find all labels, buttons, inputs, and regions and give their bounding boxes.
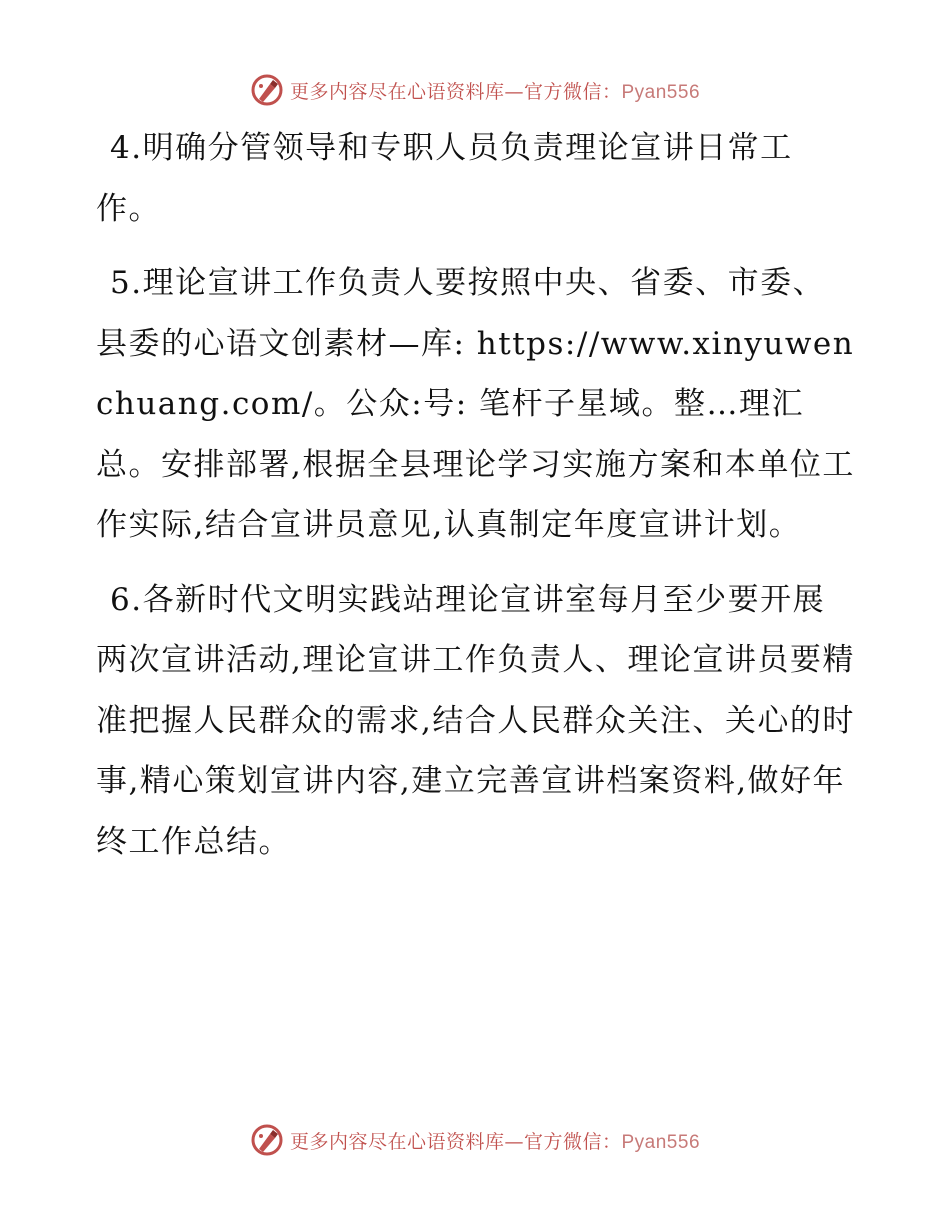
paragraph-4: 4.明确分管领导和专职人员负责理论宣讲日常工作。 [96, 130, 793, 227]
pen-logo-icon [250, 1123, 284, 1157]
header-banner-contact: Pyan556 [621, 81, 701, 103]
footer-banner-label: 更多内容尽在心语资料库—官方微信： [289, 1130, 622, 1153]
header-banner-inner [250, 73, 700, 107]
footer-banner-text [290, 1127, 700, 1154]
header-banner-label: 更多内容尽在心语资料库—官方微信： [289, 80, 622, 103]
footer-banner-inner [250, 1123, 700, 1157]
pen-logo-icon [250, 73, 284, 107]
paragraph-5: 5.理论宣讲工作负责人要按照中央、省委、市委、县委的心语文创素材—库: https://www.xinyuwenchuang.com/。公众:号: 笔杆子星域。整…理汇总。安排部署,根据全县理论学习实施方案和本单位工作实际,结合宣讲员意见,认真制定年度宣讲计划。 [96, 265, 855, 543]
header-banner-text [290, 77, 700, 104]
document-body [96, 118, 856, 882]
footer-banner-contact: Pyan556 [621, 1131, 701, 1153]
paragraph-6: 6.各新时代文明实践站理论宣讲室每月至少要开展两次宣讲活动,理论宣讲工作负责人、理论宣讲员要精准把握人民群众的需求,结合人民群众关注、关心的时事,精心策划宣讲内容,建立完善宣讲档案资料,做好年终工作总结。 [96, 581, 855, 860]
footer-banner [0, 1120, 950, 1160]
header-banner [0, 70, 950, 110]
